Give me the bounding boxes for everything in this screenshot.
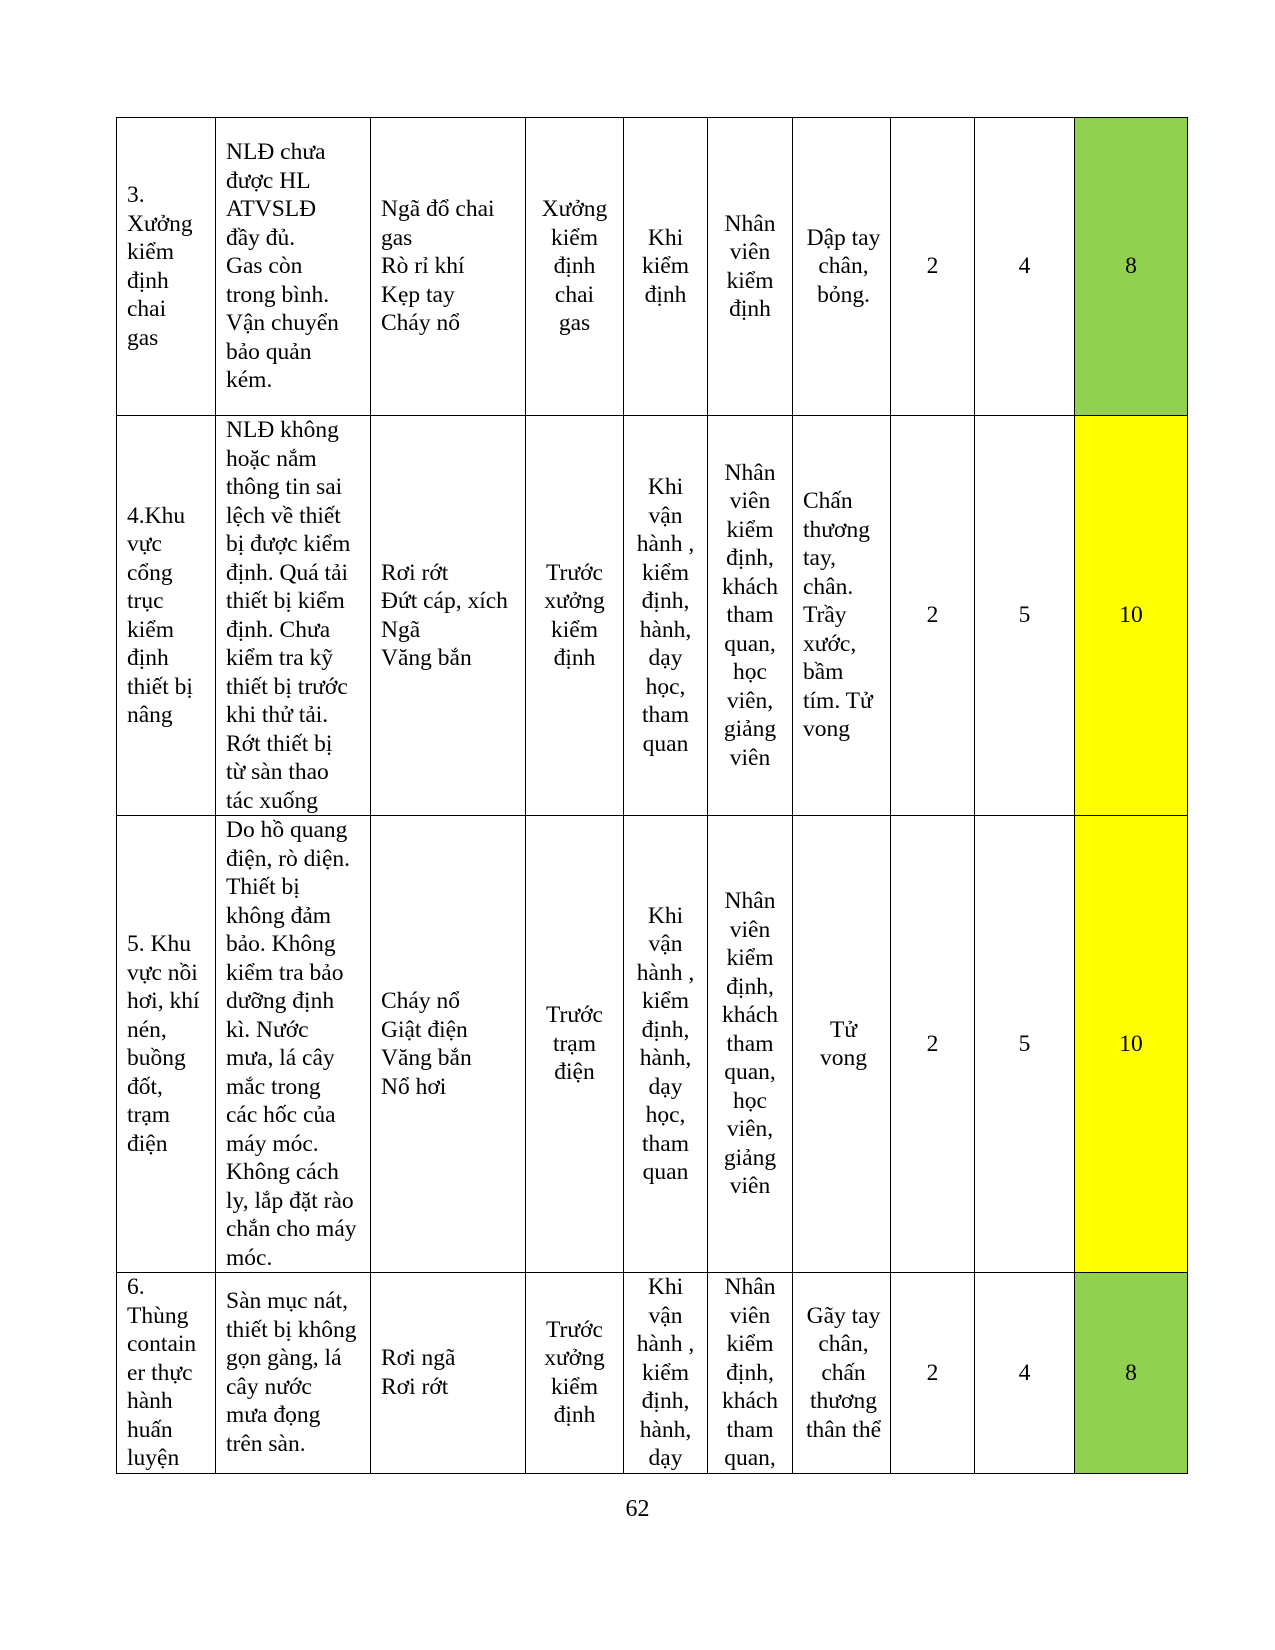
likelihood-cell: 2: [891, 1273, 975, 1474]
risk-score-cell: 8: [1075, 1273, 1188, 1474]
location-cell: Trước xưởng kiểm định: [526, 416, 624, 816]
page-number: 62: [625, 1496, 650, 1522]
area-cell: 5. Khu vực nồi hơi, khí nén, buồng đốt, trạm điện: [117, 816, 216, 1273]
risk-score-cell: 8: [1075, 118, 1188, 416]
time-cell: Khi vận hành , kiểm định, hành, dạy học, tham quan: [624, 816, 708, 1273]
location-cell: Trước xưởng kiểm định: [526, 1273, 624, 1474]
cause-cell: NLĐ chưa được HL ATVSLĐ đầy đủ. Gas còn trong bình. Vận chuyển bảo quản kém.: [216, 118, 371, 416]
consequence-cell: Gãy tay chân, chấn thương thân thể: [793, 1273, 891, 1474]
cause-cell: NLĐ không hoặc nắm thông tin sai lệch về thiết bị được kiểm định. Quá tải thiết bị kiểm định. Chưa kiểm tra kỹ thiết bị trước khi thử tải. Rớt thiết bị từ sàn thao tác xuống: [216, 416, 371, 816]
consequence-cell: Dập tay chân, bỏng.: [793, 118, 891, 416]
hazard-cell: Cháy nổ Giật điện Văng bắn Nổ hơi: [371, 816, 526, 1273]
cause-cell: Do hồ quang điện, rò diện. Thiết bị không đảm bảo. Không kiểm tra bảo dưỡng định kì. Nước mưa, lá cây mắc trong các hốc của máy móc. Không cách ly, lắp đặt rào chắn cho máy móc.: [216, 816, 371, 1273]
hazard-cell: Rơi rớt Đứt cáp, xích Ngã Văng bắn: [371, 416, 526, 816]
location-cell: Trước trạm điện: [526, 816, 624, 1273]
hazard-cell: Rơi ngã Rơi rớt: [371, 1273, 526, 1474]
affected-person-cell: Nhân viên kiểm định: [708, 118, 793, 416]
severity-cell: 5: [975, 816, 1075, 1273]
risk-assessment-table: [116, 117, 1188, 1474]
table-row: [117, 118, 1188, 416]
hazard-cell: Ngã đổ chai gas Rò rỉ khí Kẹp tay Cháy nổ: [371, 118, 526, 416]
likelihood-cell: 2: [891, 816, 975, 1273]
likelihood-cell: 2: [891, 118, 975, 416]
time-cell: Khi vận hành , kiểm định, hành, dạy: [624, 1273, 708, 1474]
cause-cell: Sàn mục nát, thiết bị không gọn gàng, lá cây nước mưa đọng trên sàn.: [216, 1273, 371, 1474]
severity-cell: 5: [975, 416, 1075, 816]
affected-person-cell: Nhân viên kiểm định, khách tham quan,: [708, 1273, 793, 1474]
risk-score-cell: 10: [1075, 816, 1188, 1273]
table-row: [117, 416, 1188, 816]
consequence-cell: Tử vong: [793, 816, 891, 1273]
time-cell: Khi kiểm định: [624, 118, 708, 416]
severity-cell: 4: [975, 1273, 1075, 1474]
affected-person-cell: Nhân viên kiểm định, khách tham quan, học viên, giảng viên: [708, 416, 793, 816]
area-cell: 3. Xưởng kiểm định chai gas: [117, 118, 216, 416]
time-cell: Khi vận hành , kiểm định, hành, dạy học, tham quan: [624, 416, 708, 816]
area-cell: 6. Thùng contain er thực hành huấn luyện: [117, 1273, 216, 1474]
area-cell: 4.Khu vực cổng trục kiểm định thiết bị nâng: [117, 416, 216, 816]
affected-person-cell: Nhân viên kiểm định, khách tham quan, học viên, giảng viên: [708, 816, 793, 1273]
consequence-cell: Chấn thương tay, chân. Trầy xước, bầm tím. Tử vong: [793, 416, 891, 816]
table-row: [117, 816, 1188, 1273]
likelihood-cell: 2: [891, 416, 975, 816]
risk-score-cell: 10: [1075, 416, 1188, 816]
severity-cell: 4: [975, 118, 1075, 416]
location-cell: Xưởng kiểm định chai gas: [526, 118, 624, 416]
table-row: [117, 1273, 1188, 1474]
